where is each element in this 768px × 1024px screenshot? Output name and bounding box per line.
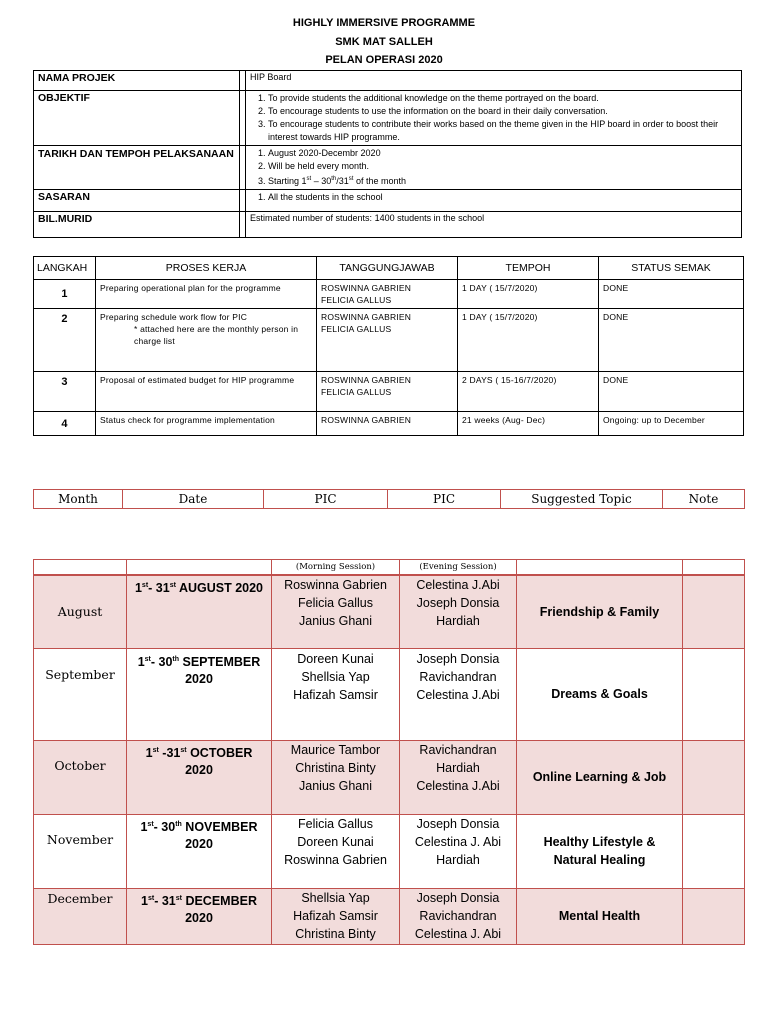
step-number: 1: [34, 280, 96, 309]
step-status: DONE: [599, 309, 744, 372]
tarikh-item: 1. August 2020-Decembr 2020: [268, 147, 737, 160]
schedule-row: [34, 575, 745, 648]
schedule-row: [34, 648, 745, 740]
note-cell: [683, 740, 745, 814]
pic-evening-cell: Celestina J.Abi Joseph Donsia Hardiah: [400, 575, 517, 648]
step-proses: Preparing schedule work flow for PIC * attached here are the monthly person in charge list: [96, 309, 317, 372]
date-cell: 1st- 30th SEPTEMBER 2020: [127, 648, 272, 740]
date-cell: 1st- 31st AUGUST 2020: [127, 575, 272, 648]
step-pic: ROSWINNA GABRIEN FELICIA GALLUS: [317, 372, 458, 412]
table-row: [34, 372, 744, 412]
month-cell: October: [34, 740, 127, 814]
date-cell: 1st- 31st DECEMBER 2020: [127, 888, 272, 944]
topic-cell: Friendship & Family: [517, 575, 683, 648]
tarikh-value: [246, 146, 742, 190]
date-cell: 1st -31st OCTOBER 2020: [127, 740, 272, 814]
note-cell: [683, 888, 745, 944]
pic-evening-cell: Ravichandran Hardiah Celestina J.Abi: [400, 740, 517, 814]
step-tempoh: 21 weeks (Aug- Dec): [458, 412, 599, 436]
sasaran-value: [246, 190, 742, 212]
sasaran-item: 1. All the students in the school: [268, 191, 737, 204]
date-cell: 1st- 30th NOVEMBER 2020: [127, 814, 272, 888]
step-status: Ongoing: up to December: [599, 412, 744, 436]
step-tempoh: 2 DAYS ( 15-16/7/2020): [458, 372, 599, 412]
step-number: 3: [34, 372, 96, 412]
note-cell: [683, 648, 745, 740]
nama-projek-label: NAMA PROJEK: [34, 71, 240, 91]
col-status: STATUS SEMAK: [599, 257, 744, 280]
tarikh-item: 3. Starting 1st – 30th/31st of the month: [268, 173, 737, 188]
note-cell: [683, 814, 745, 888]
bil-murid-value: Estimated number of students: 1400 students in the school: [246, 212, 742, 238]
step-pic: ROSWINNA GABRIEN FELICIA GALLUS: [317, 309, 458, 372]
month-cell: September: [34, 648, 127, 740]
pic-evening-cell: Joseph Donsia Ravichandran Celestina J.Abi: [400, 648, 517, 740]
month-cell: December: [34, 888, 127, 944]
doc-title: HIGHLY IMMERSIVE PROGRAMME: [292, 17, 476, 29]
topic-cell: Dreams & Goals: [517, 648, 683, 740]
month-cell: November: [34, 814, 127, 888]
table-row: [34, 309, 744, 372]
bil-murid-label: BIL.MURID: [34, 212, 240, 238]
plan-title: PELAN OPERASI 2020: [325, 54, 443, 66]
col-proses: PROSES KERJA: [96, 257, 317, 280]
pic-morning-cell: Maurice Tambor Christina Binty Janius Ghani: [272, 740, 400, 814]
step-number: 2: [34, 309, 96, 372]
step-number: 4: [34, 412, 96, 436]
step-proses: Preparing operational plan for the programme: [96, 280, 317, 309]
tarikh-item: 2. Will be held every month.: [268, 160, 737, 173]
step-tempoh: 1 DAY ( 15/7/2020): [458, 309, 599, 372]
header-date: Date: [123, 490, 264, 509]
pic-morning-cell: Felicia Gallus Doreen Kunai Roswinna Gabrien: [272, 814, 400, 888]
month-cell: August: [34, 575, 127, 648]
step-tempoh: 1 DAY ( 15/7/2020): [458, 280, 599, 309]
objektif-value: [246, 91, 742, 146]
header-topic: Suggested Topic: [501, 490, 663, 509]
schedule-row: [34, 888, 745, 944]
header-pic-1: PIC: [264, 490, 388, 509]
table-row: [34, 280, 744, 309]
schedule-row: [34, 814, 745, 888]
step-status: DONE: [599, 280, 744, 309]
note-cell: [683, 575, 745, 648]
pic-morning-cell: Doreen Kunai Shellsia Yap Hafizah Samsir: [272, 648, 400, 740]
monthly-schedule-table: [33, 559, 745, 945]
step-proses: Proposal of estimated budget for HIP programme: [96, 372, 317, 412]
objektif-item: 3. To encourage students to contribute their works based on the theme given in the HIP board in order to boost their interest towards HIP programme.: [268, 118, 737, 144]
schedule-header-table: [33, 489, 745, 509]
pic-morning-cell: Shellsia Yap Hafizah Samsir Christina Binty: [272, 888, 400, 944]
col-langkah: LANGKAH: [34, 257, 96, 280]
pic-evening-cell: Joseph Donsia Celestina J. Abi Hardiah: [400, 814, 517, 888]
col-tanggungjawab: TANGGUNGJAWAB: [317, 257, 458, 280]
header-month: Month: [34, 490, 123, 509]
step-pic: ROSWINNA GABRIEN FELICIA GALLUS: [317, 280, 458, 309]
step-proses: Status check for programme implementation: [96, 412, 317, 436]
objektif-label: OBJEKTIF: [34, 91, 240, 146]
col-tempoh: TEMPOH: [458, 257, 599, 280]
nama-projek-value: HIP Board: [246, 71, 742, 91]
table-row: [34, 412, 744, 436]
morning-session-label: (Morning Session): [272, 560, 400, 576]
topic-cell: Mental Health: [517, 888, 683, 944]
project-info-table: [33, 70, 742, 238]
steps-table: [33, 256, 744, 436]
school-name: SMK MAT SALLEH: [335, 36, 433, 48]
objektif-item: 1. To provide students the additional knowledge on the theme portrayed on the board.: [268, 92, 737, 105]
evening-session-label: (Evening Session): [400, 560, 517, 576]
tarikh-label: TARIKH DAN TEMPOH PELAKSANAAN: [34, 146, 240, 190]
step-pic: ROSWINNA GABRIEN: [317, 412, 458, 436]
topic-cell: Healthy Lifestyle & Natural Healing: [517, 814, 683, 888]
schedule-row: [34, 740, 745, 814]
topic-cell: Online Learning & Job: [517, 740, 683, 814]
sasaran-label: SASARAN: [34, 190, 240, 212]
pic-evening-cell: Joseph Donsia Ravichandran Celestina J. Abi: [400, 888, 517, 944]
header-note: Note: [663, 490, 745, 509]
step-status: DONE: [599, 372, 744, 412]
objektif-item: 2. To encourage students to use the information on the board in their daily conversation.: [268, 105, 737, 118]
pic-morning-cell: Roswinna Gabrien Felicia Gallus Janius Ghani: [272, 575, 400, 648]
header-pic-2: PIC: [388, 490, 501, 509]
